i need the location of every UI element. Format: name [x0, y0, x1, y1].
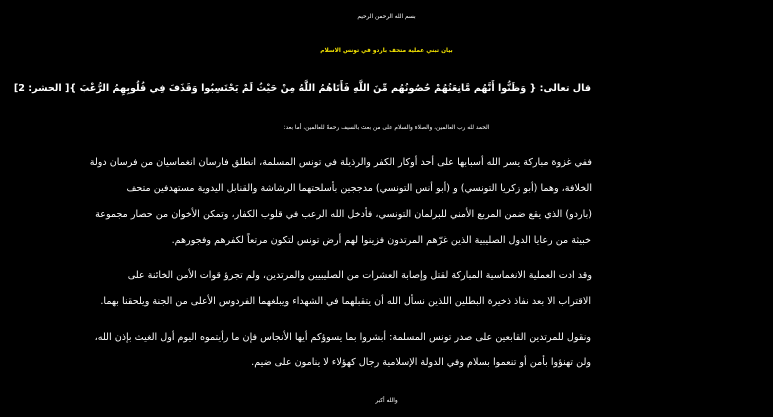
paragraph-3-line: ولن تهنؤوا بأمن أو تنعموا بسلام وفي الدولة الإسلامية رجال كهؤلاء لا ينامون على ضيم.: [251, 357, 591, 368]
paragraph-1-line: خبيثة من رعايا الدول الصليبية الذين غرّهم المرتدون فزينوا لهم أرض تونس لتكون مرتعاً لكفرهم وفجورهم.: [171, 235, 591, 246]
paragraph-1-line: ففي غزوة مباركة يسر الله أسبابها على أحد أوكار الكفر والرذيلة في تونس المسلمة، انطلق فارسان انغماسيان من فرسان دولة: [89, 157, 592, 168]
basmala: بسم الله الرحمن الرحيم: [357, 14, 416, 20]
quran-verse: قال تعالى: { وَظَنُّوا أَنَّهُم مَّانِعَتُهُمْ حُصُونُهُم مِّنَ اللَّهِ فَأَتَاهُمُ اللَّهُ مِنْ حَيْثُ لَمْ يَحْتَسِبُوا وَقَذَفَ فِي قُلُوبِهِمُ الرُّعْبَ }[ الحشر: 2]: [13, 83, 591, 94]
paragraph-2-line: الاقتراب الا بعد نفاذ ذخيرة البطلين اللذين نسأل الله أن يتقبلهما في الشهداء ويبلغهما الفردوس الأعلى من الجنة ويلحقنا بهما.: [100, 296, 591, 307]
paragraph-2-line: وقد ادت العملية الانغماسية المباركة لقتل وإصابة العشرات من الصليبيين والمرتدين، ولم تجرؤ قوات الأمن الخائنة على: [127, 270, 592, 281]
paragraph-1-line: الخلافة، وهما (أبو زكريا التونسي) و (أبو أنس التونسي) مدججين بأسلحتهما الرشاشة والقنابل اليدوية مستهدفين متحف: [126, 183, 592, 194]
closing-takbir: والله أكبر: [375, 398, 398, 404]
paragraph-1-line: (باردو) الذي يقع ضمن المربع الأمني للبرلمان التونسي، فأدخل الله الرعب في قلوب الكفار، وتمكن الأخوان من حصار مجموعة: [95, 209, 592, 220]
opening-praise: الحمد لله رب العالمين، والصلاة والسلام على من بعث بالسيف رحمةً للعالمين، أما بعد:: [283, 125, 490, 131]
paragraph-3-line: ونقول للمرتدين القابعين على صدر تونس المسلمة: أبشروا بما يسوؤكم أيها الأنجاس فإن ما رأيتموه اليوم أول الغيث بإذن الله،: [94, 332, 591, 343]
statement-title: بيان تبني عملية متحف باردو في تونس الاسلام: [320, 48, 453, 54]
